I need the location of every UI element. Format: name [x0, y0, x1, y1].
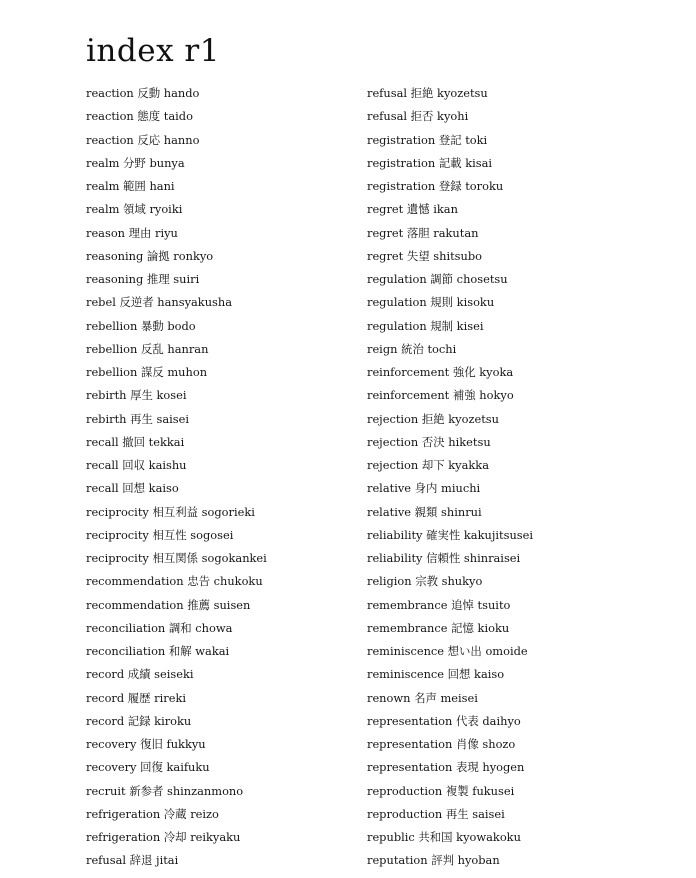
index-entry: registration 登記 toki [367, 132, 488, 147]
index-entry: realm 分野 bunya [86, 155, 185, 170]
index-entry: reciprocity 相互関係 sogokankei [86, 551, 267, 565]
index-entry: rebirth 再生 saisei [86, 411, 190, 426]
index-entry: registration 記載 kisai [367, 155, 493, 170]
index-entry: regret 落胆 rakutan [367, 225, 479, 240]
index-entry: regulation 規則 kisoku [367, 295, 495, 310]
index-entry: refusal 拒否 kyohi [367, 109, 469, 124]
index-entry: representation 肖像 shozo [367, 737, 516, 751]
index-entry: reconciliation 調和 chowa [86, 620, 233, 635]
index-entry: reciprocity 相互利益 sogorieki [86, 504, 255, 519]
index-entry: reason 理由 riyu [86, 225, 178, 240]
index-entry: religion 宗教 shukyo [367, 574, 483, 589]
index-entry: rejection 却下 kyakka [367, 458, 489, 472]
index-entry: refusal 辞退 jitai [86, 853, 179, 868]
index-entry: recall 回想 kaiso [86, 481, 179, 496]
index-entry: refrigeration 冷蔵 reizo [86, 806, 219, 821]
index-column-right [367, 82, 667, 873]
index-entry: rebellion 暴動 bodo [86, 318, 196, 333]
index-entry: recall 回収 kaishu [86, 458, 187, 472]
index-entry: reliability 信頼性 shinraisei [367, 551, 521, 565]
index-entry: reinforcement 強化 kyoka [367, 365, 514, 379]
index-entry: recommendation 推薦 suisen [86, 597, 251, 612]
index-entry: reinforcement 補強 hokyo [367, 388, 514, 403]
index-entry: rejection 拒絶 kyozetsu [367, 411, 499, 426]
index-entry: reasoning 推理 suiri [86, 272, 200, 286]
index-entry: representation 表現 hyogen [367, 760, 525, 775]
index-entry: reconciliation 和解 wakai [86, 644, 230, 658]
page-title: index r1 [86, 33, 220, 69]
index-entry: reasoning 論拠 ronkyo [86, 248, 214, 263]
index-entry: reminiscence 想い出 omoide [367, 644, 528, 658]
index-entry: reaction 態度 taido [86, 109, 193, 124]
index-entry: rejection 否決 hiketsu [367, 434, 491, 449]
index-entry: recruit 新参者 shinzanmono [86, 783, 244, 798]
index-entry: renown 名声 meisei [367, 690, 478, 705]
index-entry: recovery 回復 kaifuku [86, 760, 210, 775]
index-entry: rebel 反逆者 hansyakusha [86, 295, 233, 310]
index-entry: regulation 規制 kisei [367, 318, 484, 333]
index-entry: record 成績 seiseki [86, 667, 194, 682]
index-entry: realm 領域 ryoiki [86, 202, 183, 217]
index-entry: reproduction 再生 saisei [367, 806, 505, 821]
index-entry: reaction 反応 hanno [86, 132, 200, 147]
index-entry: regulation 調節 chosetsu [367, 272, 508, 286]
index-entry: reign 統治 tochi [367, 341, 457, 356]
index-entry: refrigeration 冷却 reikyaku [86, 830, 241, 844]
index-entry: representation 代表 daihyo [367, 713, 521, 728]
index-entry: rebellion 謀反 muhon [86, 365, 208, 379]
index-entry: reaction 反動 hando [86, 86, 200, 100]
index-entry: reminiscence 回想 kaiso [367, 667, 505, 682]
index-entry: relative 身内 miuchi [367, 481, 481, 496]
index-entry: relative 親類 shinrui [367, 504, 482, 519]
index-entry: reciprocity 相互性 sogosei [86, 527, 234, 542]
index-entry: record 記録 kiroku [86, 713, 192, 728]
index-entry: rebellion 反乱 hanran [86, 341, 209, 356]
index-entry: remembrance 記憶 kioku [367, 620, 510, 635]
index-entry: refusal 拒絶 kyozetsu [367, 86, 488, 100]
index-entry: regret 遺憾 ikan [367, 202, 458, 217]
index-entry: reliability 確実性 kakujitsusei [367, 527, 534, 542]
index-entry: republic 共和国 kyowakoku [367, 830, 521, 844]
index-entry: registration 登録 toroku [367, 179, 504, 193]
index-entry: rebirth 厚生 kosei [86, 388, 187, 403]
index-entry: recommendation 忠告 chukoku [86, 574, 263, 589]
index-entry: regret 失望 shitsubo [367, 248, 482, 263]
index-entry: reputation 評判 hyoban [367, 853, 500, 868]
index-entry: record 履歴 rireki [86, 690, 187, 705]
index-entry: realm 範囲 hani [86, 179, 175, 193]
index-entry: reproduction 複製 fukusei [367, 783, 515, 798]
index-entry: remembrance 追悼 tsuito [367, 597, 511, 612]
index-entry: recovery 復旧 fukkyu [86, 737, 206, 751]
index-column-left [86, 82, 356, 873]
index-entry: recall 撤回 tekkai [86, 434, 185, 449]
